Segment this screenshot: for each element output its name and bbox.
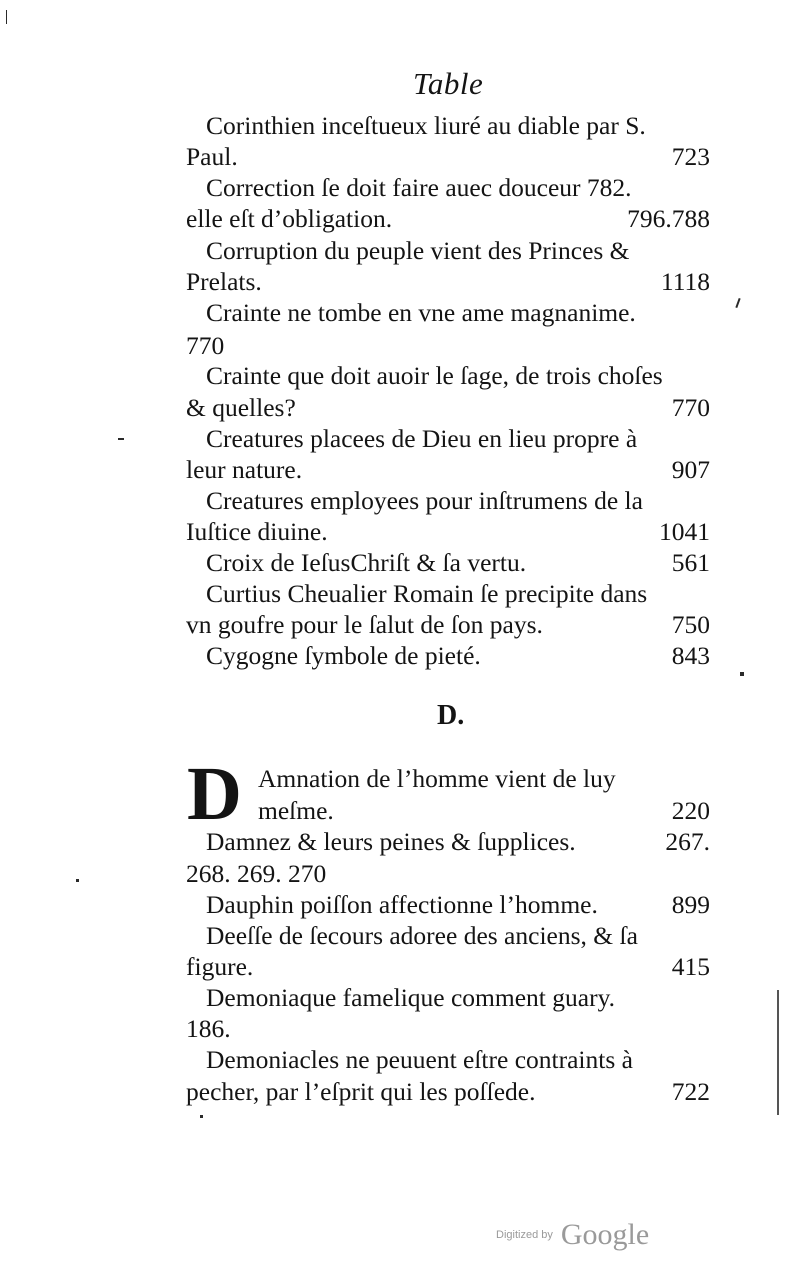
- entry-page: 907: [671, 455, 710, 484]
- index-entry-line: [206, 110, 710, 142]
- entry-page: 1041: [659, 517, 710, 546]
- entry-text: leur nature.: [186, 455, 303, 484]
- index-entry-line: [186, 951, 710, 983]
- index-entry-line: [206, 889, 710, 921]
- index-entry-line: [258, 795, 710, 827]
- entry-text: figure.: [186, 952, 254, 981]
- watermark-small-text: Digitized by: [496, 1229, 553, 1241]
- entry-text: Iuſtice diuine.: [186, 517, 328, 546]
- entry-text: pecher, par l’eſprit qui les poſſede.: [186, 1077, 536, 1106]
- scan-mark: [6, 10, 7, 24]
- entry-text: Prelats.: [186, 267, 262, 296]
- entry-page: 899: [671, 890, 710, 919]
- section-heading: D.: [437, 700, 465, 731]
- index-entry-line: [206, 172, 710, 204]
- index-entry-line: [206, 578, 710, 610]
- entry-page: 723: [671, 142, 710, 171]
- index-entry-line: [186, 516, 710, 548]
- index-entry-line: [206, 235, 710, 267]
- entry-page: 796.788: [627, 204, 710, 233]
- index-entry-line: [186, 141, 710, 173]
- index-entry-line: [258, 763, 710, 795]
- scan-mark: [76, 879, 79, 882]
- entry-page: 220: [671, 796, 710, 825]
- entry-page: 267.: [665, 827, 710, 856]
- index-entry-line: [186, 609, 710, 641]
- index-entry-line: [206, 423, 710, 455]
- entry-text: Corruption du peuple vient des Princes &: [206, 236, 630, 265]
- index-entry-line: [206, 826, 710, 858]
- index-entry-line: [206, 297, 710, 329]
- entry-text: Crainte ne tombe en vne ame magnanime.: [206, 298, 636, 327]
- entry-page: 843: [671, 641, 710, 670]
- entry-text: Corinthien inceſtueux liuré au diable par S.: [206, 111, 646, 140]
- entry-text: elle eſt d’obligation.: [186, 204, 393, 233]
- google-watermark: [496, 1218, 649, 1252]
- entry-text: Cygogne ſymbole de pieté.: [206, 641, 481, 670]
- index-entry-line: [186, 203, 710, 235]
- index-entry-line: [186, 1076, 710, 1108]
- entry-text: Amnation de l’homme vient de luy: [258, 764, 616, 793]
- entry-text: 186.: [186, 1014, 231, 1043]
- index-entry-line: [206, 982, 710, 1014]
- entry-text: meſme.: [258, 796, 334, 825]
- entry-page: 770: [671, 393, 710, 422]
- entry-page: 722: [671, 1077, 710, 1106]
- entry-text: Correction ſe doit faire auec douceur 782.: [206, 173, 632, 202]
- entry-text: Damnez & leurs peines & ſupplices.: [206, 827, 576, 856]
- index-entry-line: [186, 392, 710, 424]
- entry-text: vn goufre pour le ſalut de ſon pays.: [186, 610, 543, 639]
- index-entry-line: [206, 485, 710, 517]
- index-entry-line: [206, 360, 710, 392]
- entry-text: 268. 269. 270: [186, 859, 327, 888]
- entry-text: Croix de IeſusChriſt & ſa vertu.: [206, 548, 527, 577]
- index-entry-line: [206, 547, 710, 579]
- index-entry-line: [206, 1044, 710, 1076]
- scan-mark: [735, 298, 740, 308]
- entry-text: Crainte que doit auoir le ſage, de trois choſes: [206, 361, 663, 390]
- entry-text: Demoniaque famelique comment guary.: [206, 983, 616, 1012]
- entry-page: 1118: [660, 267, 710, 296]
- index-entry-line: [186, 266, 710, 298]
- scan-edge-line: [777, 990, 779, 1115]
- entry-text: Dauphin poiſſon affectionne l’homme.: [206, 890, 598, 919]
- entry-text: & quelles?: [186, 393, 296, 422]
- index-entry-line: [186, 1013, 710, 1045]
- entry-text: Paul.: [186, 142, 238, 171]
- entry-text: Demoniacles ne peuuent eſtre contraints à: [206, 1045, 633, 1074]
- entry-text: Curtius Cheualier Romain ſe precipite dans: [206, 579, 648, 608]
- watermark-logo-text: Google: [560, 1218, 650, 1251]
- scan-mark: [740, 672, 744, 676]
- index-entry-line: [206, 920, 710, 952]
- entry-text: Deeſſe de ſecours adoree des anciens, & ſa: [206, 921, 638, 950]
- entry-page: 561: [671, 548, 710, 577]
- entry-text: Creatures employees pour inſtrumens de la: [206, 486, 643, 515]
- entry-page: 415: [671, 952, 710, 981]
- running-head: Table: [413, 66, 484, 101]
- index-entry-line: [186, 330, 710, 362]
- drop-cap: D: [187, 752, 242, 836]
- entry-text: Creatures placees de Dieu en lieu propre à: [206, 424, 638, 453]
- scan-mark: [200, 1115, 203, 1118]
- entry-text: 770: [186, 331, 225, 360]
- index-entry-line: [186, 858, 710, 890]
- index-entry-line: [206, 640, 710, 672]
- scan-mark: [118, 438, 124, 440]
- index-entry-line: [186, 454, 710, 486]
- entry-page: 750: [671, 610, 710, 639]
